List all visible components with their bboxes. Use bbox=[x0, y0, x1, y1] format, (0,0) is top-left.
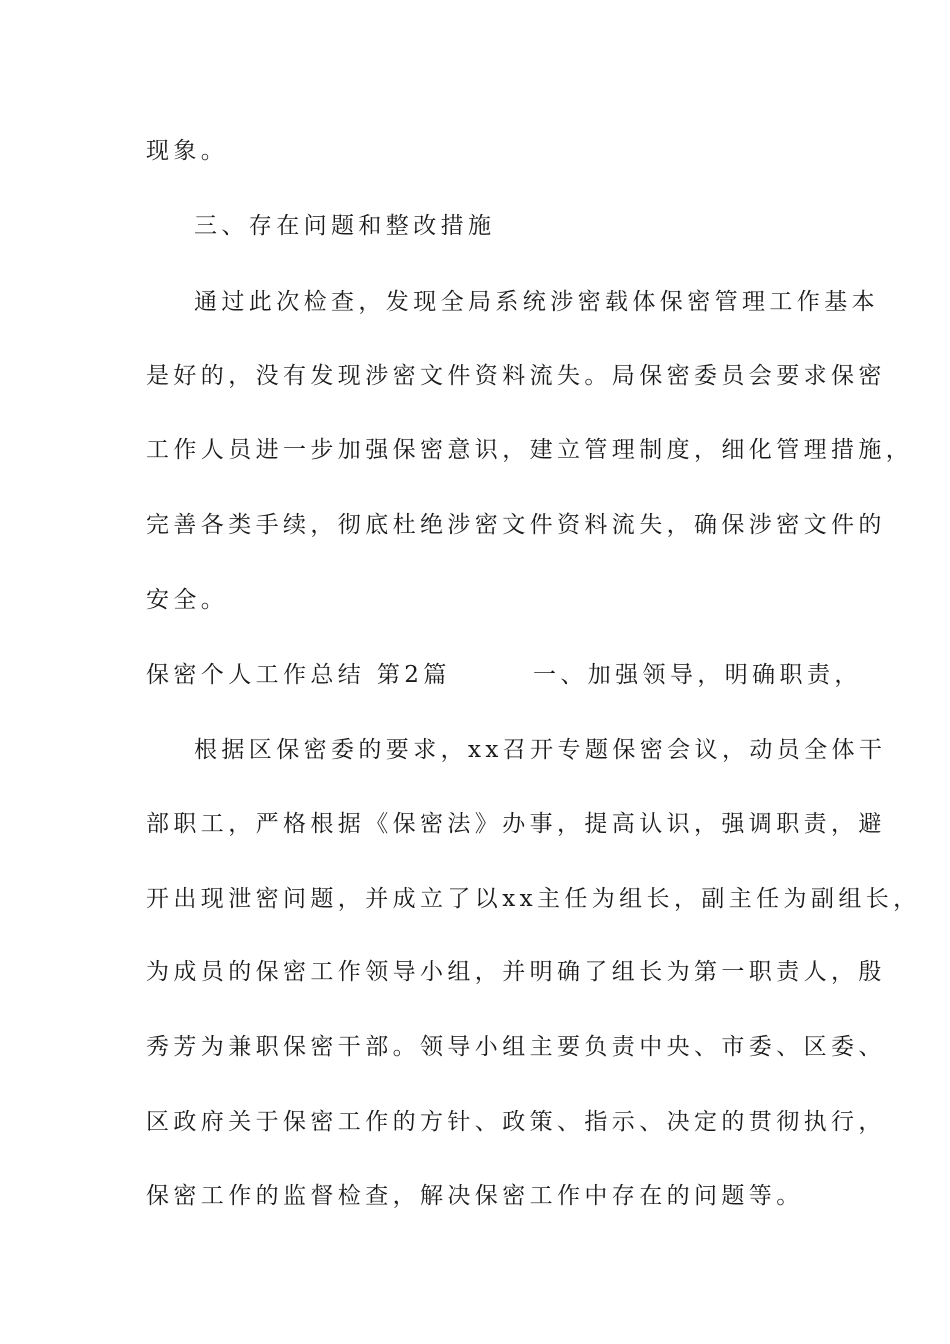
article-heading: 保密个人工作总结 第2篇 一、加强领导，明确职责， bbox=[146, 662, 862, 688]
text-line: 是好的，没有发现涉密文件资料流失。局保密委员会要求保密 bbox=[146, 363, 886, 389]
text-line: 部职工，严格根据《保密法》办事，提高认识，强调职责，避 bbox=[146, 811, 886, 837]
text-line: 完善各类手续，彻底杜绝涉密文件资料流失，确保涉密文件的 bbox=[146, 512, 886, 538]
text-line: 现象。 bbox=[146, 138, 229, 164]
text-line: 保密工作的监督检查，解决保密工作中存在的问题等。 bbox=[146, 1183, 804, 1209]
text-line: 工作人员进一步加强保密意识，建立管理制度，细化管理措施， bbox=[146, 437, 914, 463]
text-line: 秀芳为兼职保密干部。领导小组主要负责中央、市委、区委、 bbox=[146, 1034, 886, 1060]
section-heading: 三、存在问题和整改措施 bbox=[194, 213, 496, 239]
text-line: 开出现泄密问题，并成立了以xx主任为组长，副主任为副组长， bbox=[146, 886, 921, 912]
text-line: 区政府关于保密工作的方针、政策、指示、决定的贯彻执行， bbox=[146, 1109, 886, 1135]
text-line: 为成员的保密工作领导小组，并明确了组长为第一职责人，殷 bbox=[146, 959, 886, 985]
text-line: 安全。 bbox=[146, 587, 229, 613]
text-line: 通过此次检查，发现全局系统涉密载体保密管理工作基本 bbox=[194, 289, 879, 315]
text-line: 根据区保密委的要求，xx召开专题保密会议，动员全体干 bbox=[194, 737, 887, 763]
